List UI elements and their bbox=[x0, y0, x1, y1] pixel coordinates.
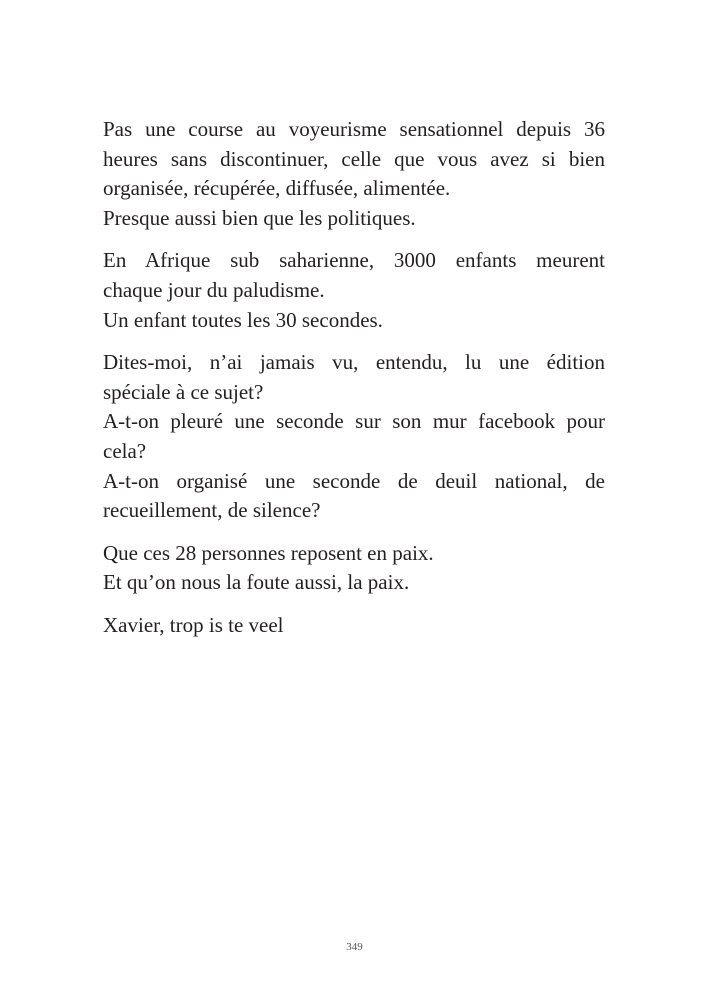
text-line: Et qu’on nous la foute aussi, la paix. bbox=[103, 570, 410, 595]
text-line: A-t-on organisé une seconde de deuil national, de bbox=[103, 468, 605, 493]
text-line: organisée, récupérée, diffusée, alimentée. bbox=[103, 176, 451, 201]
text-line: heures sans discontinuer, celle que vous avez si bien bbox=[103, 146, 605, 171]
text-line: recueillement, de silence? bbox=[103, 498, 321, 523]
paragraph-questions bbox=[103, 348, 605, 526]
text-line: Un enfant toutes les 30 secondes. bbox=[103, 307, 383, 332]
text-line: Que ces 28 personnes reposent en paix. bbox=[103, 540, 434, 565]
text-line: A-t-on pleuré une seconde sur son mur facebook pour bbox=[103, 409, 605, 434]
text-line: Dites-moi, n’ai jamais vu, entendu, lu une édition bbox=[103, 350, 605, 375]
page-number: 349 bbox=[346, 941, 363, 953]
paragraph-signature bbox=[103, 611, 605, 641]
page-body bbox=[103, 115, 605, 654]
paragraph-voyeurisme bbox=[103, 115, 605, 233]
text-line: Presque aussi bien que les politiques. bbox=[103, 205, 416, 230]
text-line: En Afrique sub saharienne, 3000 enfants meurent bbox=[103, 248, 605, 273]
text-line: Xavier, trop is te veel bbox=[103, 612, 284, 637]
text-line: cela? bbox=[103, 438, 147, 463]
paragraph-afrique bbox=[103, 246, 605, 335]
text-line: chaque jour du paludisme. bbox=[103, 277, 325, 302]
text-line: spéciale à ce sujet? bbox=[103, 379, 264, 404]
text-line: Pas une course au voyeurisme sensationnel depuis 36 bbox=[103, 117, 605, 141]
paragraph-paix bbox=[103, 539, 605, 598]
